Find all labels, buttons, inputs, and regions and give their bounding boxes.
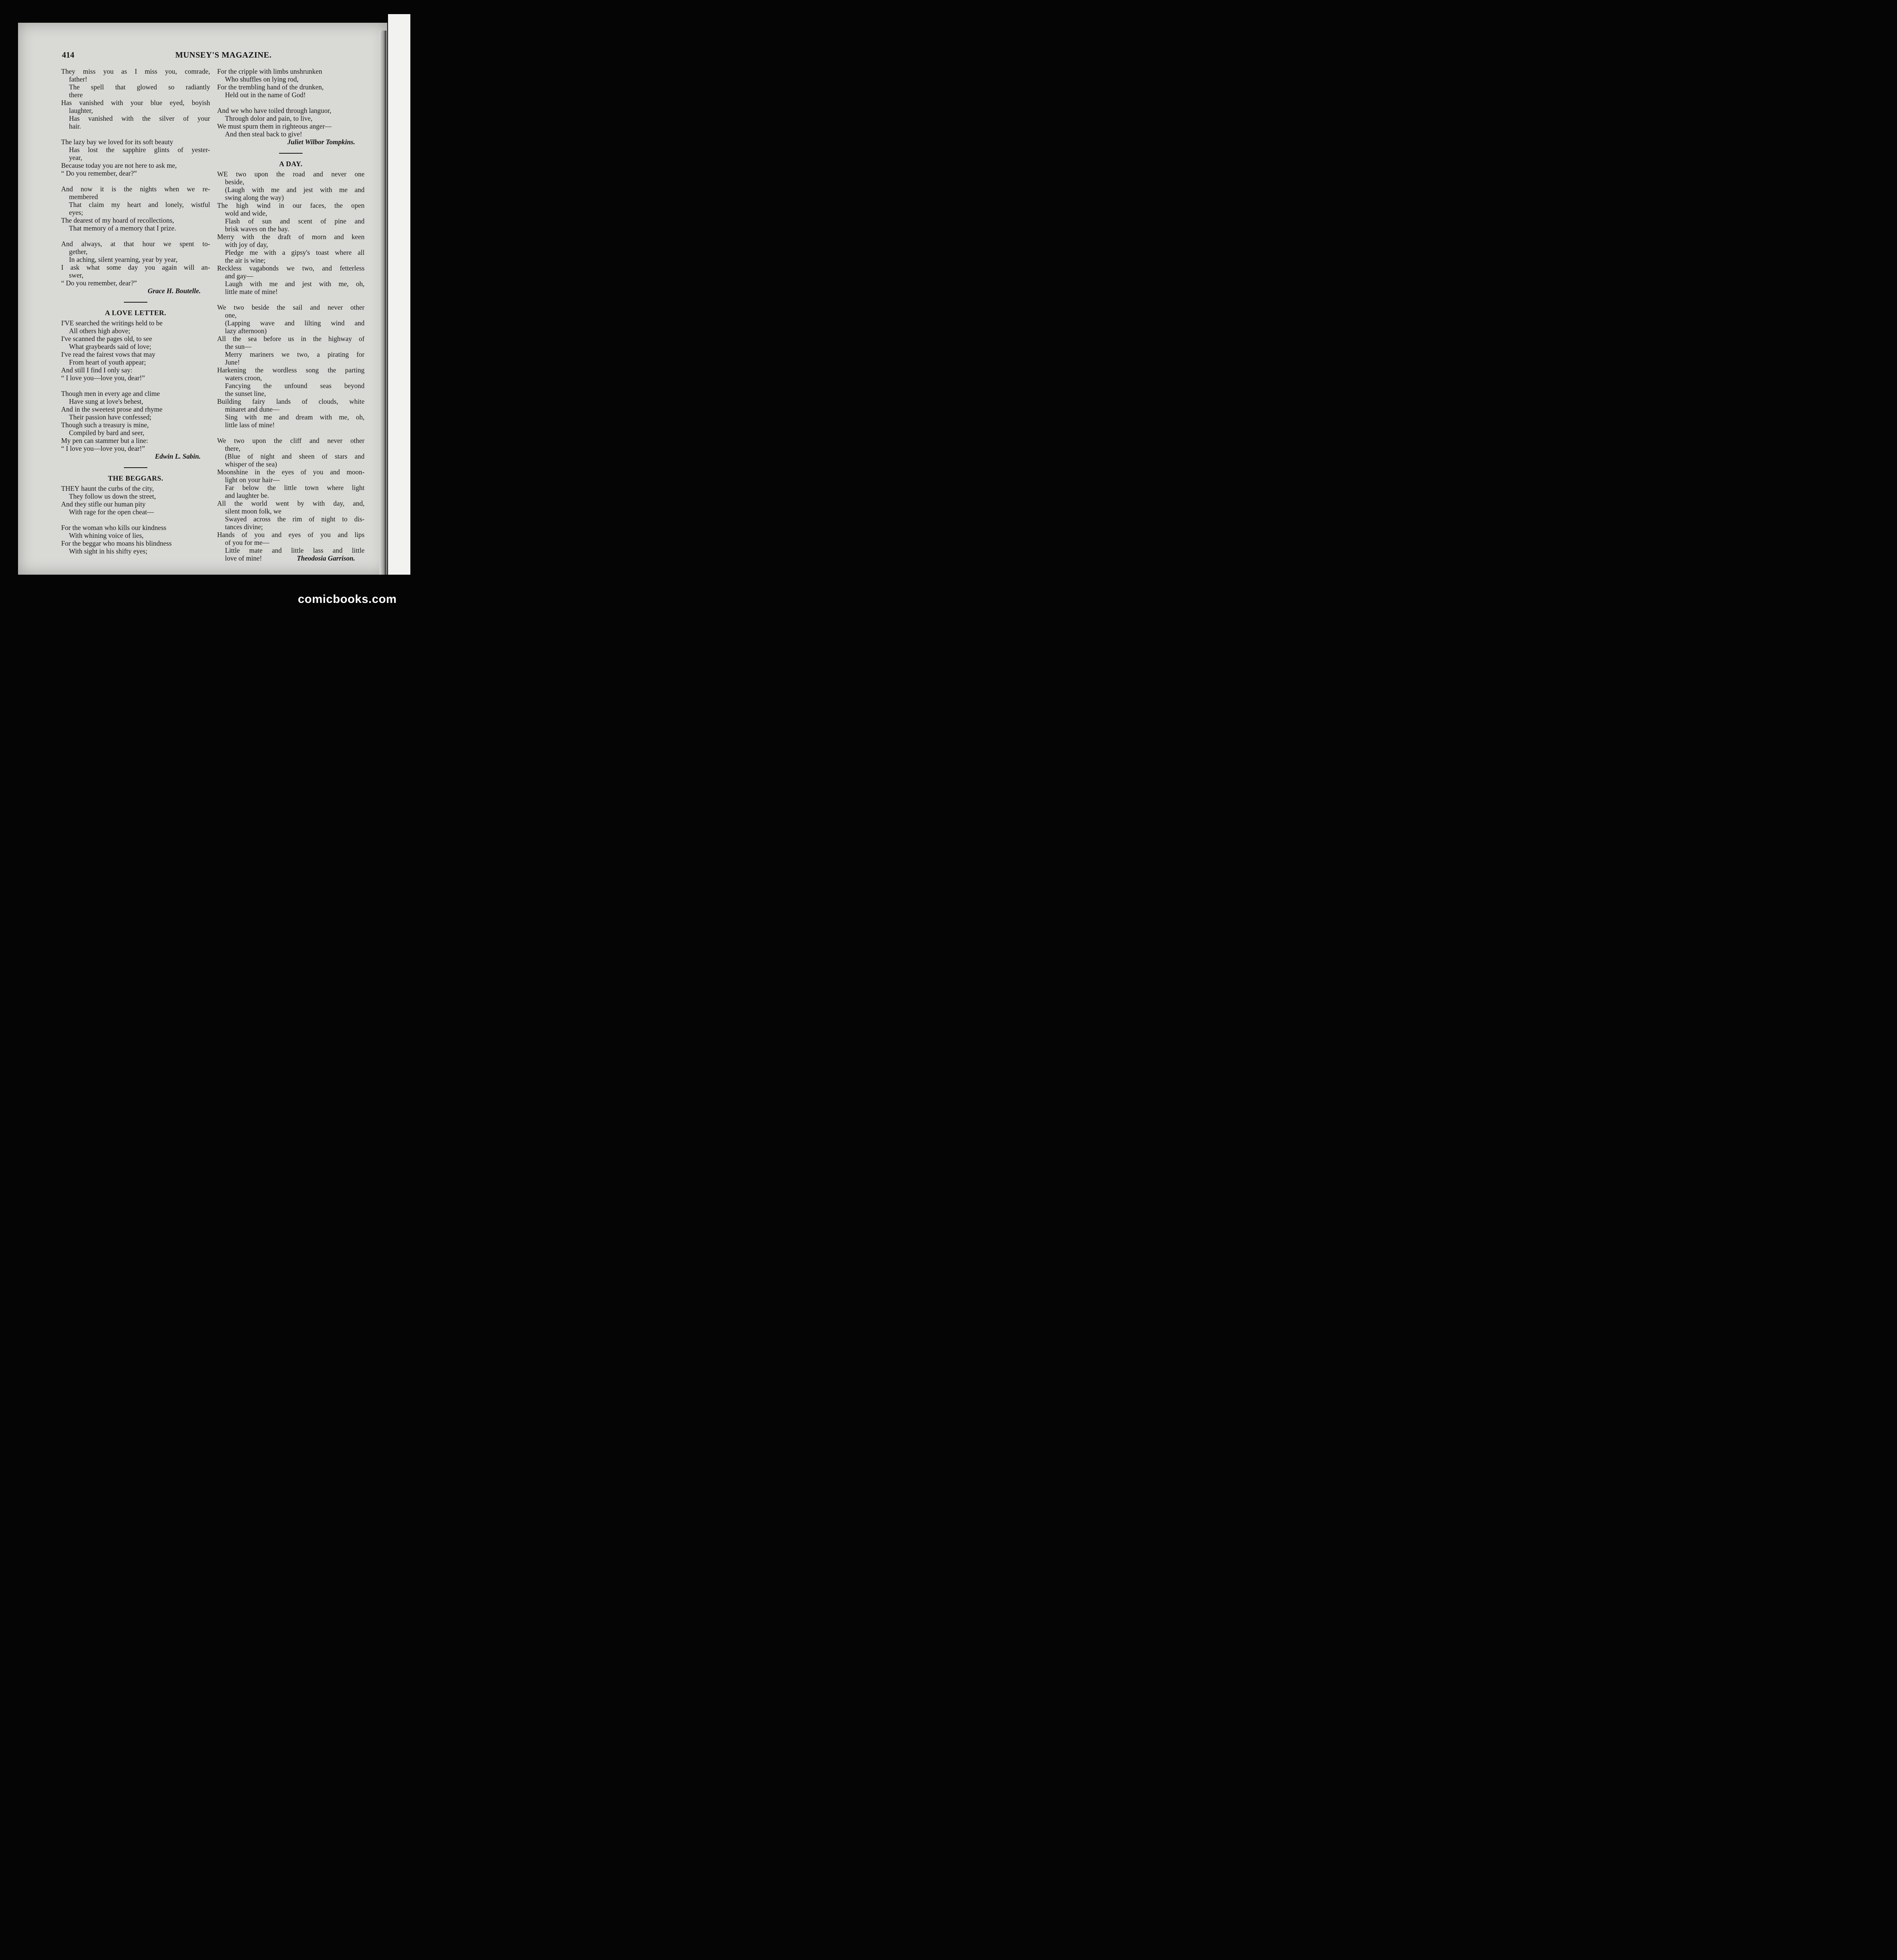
poem-line: Laugh with me and jest with me, oh, xyxy=(225,280,365,288)
poem-line: and laughter be. xyxy=(225,492,269,499)
poem-line: (Blue of night and sheen of stars and xyxy=(225,452,365,460)
section-divider xyxy=(279,153,303,154)
poem-line: My pen can stammer but a line: xyxy=(61,437,148,445)
poem-line: The spell that glowed so radiantly xyxy=(69,83,210,91)
poem-line: We two upon the cliff and never other xyxy=(217,437,365,445)
poem-line: That memory of a memory that I prize. xyxy=(69,224,176,232)
poem-line: We must spurn them in righteous anger— xyxy=(217,122,332,130)
poem-line: I ask what some day you again will an- xyxy=(61,263,210,271)
poem-line: The lazy bay we loved for its soft beauty xyxy=(61,138,173,146)
poem-line: From heart of youth appear; xyxy=(69,358,146,366)
poem-line: little lass of mine! xyxy=(225,421,275,429)
poem-line: light on your hair— xyxy=(225,476,280,484)
poem-line: Has lost the sapphire glints of yester- xyxy=(69,146,210,154)
magazine-title: MUNSEY'S MAGAZINE. xyxy=(175,50,272,60)
poem-line: Has vanished with your blue eyed, boyish xyxy=(61,99,210,107)
poem-line: Pledge me with a gipsy's toast where all xyxy=(225,249,365,256)
poem-line: Who shuffles on lying rod, xyxy=(225,75,299,83)
poem-line: wold and wide, xyxy=(225,209,267,217)
poem-line: beside, xyxy=(225,178,245,186)
poem-line: there, xyxy=(225,445,241,452)
poem-line: June! xyxy=(225,358,240,366)
poem-line: gether, xyxy=(69,248,88,256)
poem-line: the sunset line, xyxy=(225,390,266,397)
poem-line: All others high above; xyxy=(69,327,131,335)
right-column xyxy=(217,67,365,562)
poem-line: And then steal back to give! xyxy=(225,130,302,138)
poem-line: swing along the way) xyxy=(225,194,284,201)
poem-line: And we who have toiled through languor, xyxy=(217,107,332,114)
poem-line: Flash of sun and scent of pine and xyxy=(225,217,365,225)
page-header xyxy=(0,50,410,63)
page-fold-shadow xyxy=(379,31,386,575)
poem-line: I've read the fairest vows that may xyxy=(61,350,156,358)
poem-line: “ I love you—love you, dear!” xyxy=(61,445,145,452)
left-column xyxy=(61,67,210,555)
poem-line: Little mate and little lass and little xyxy=(225,546,365,554)
poem-line: For the beggar who moans his blindness xyxy=(61,539,172,547)
poem-line: with joy of day, xyxy=(225,241,268,249)
poem-line: Sing with me and dream with me, oh, xyxy=(225,413,365,421)
poem-line: Though such a treasury is mine, xyxy=(61,421,149,429)
drop-word: WE xyxy=(217,170,228,178)
poem-line: membered xyxy=(69,193,98,201)
poem-line: What graybeards said of love; xyxy=(69,343,151,350)
poem-line: And in the sweetest prose and rhyme xyxy=(61,405,163,413)
poem-line: of you for me— xyxy=(225,539,270,546)
poem-line: Hands of you and eyes of you and lips xyxy=(217,531,365,539)
poem-title: A LOVE LETTER. xyxy=(105,309,167,317)
poem-line: Have sung at love's behest, xyxy=(69,397,143,405)
poem-line: waters croon, xyxy=(225,374,262,382)
poem-line: I've scanned the pages old, to see xyxy=(61,335,152,343)
poem-line: For the trembling hand of the drunken, xyxy=(217,83,324,91)
poem-line: Building fairy lands of clouds, white xyxy=(217,397,365,405)
poem-line: searched the writings held to be xyxy=(75,319,163,327)
page-number: 414 xyxy=(62,50,74,60)
poem-line: Their passion have confessed; xyxy=(69,413,152,421)
poem-line: whisper of the sea) xyxy=(225,460,277,468)
poem-line: Held out in the name of God! xyxy=(225,91,306,99)
poem-line: eyes; xyxy=(69,209,83,216)
section-divider xyxy=(124,467,147,468)
poem-line: and gay— xyxy=(225,272,254,280)
poem-title: A DAY. xyxy=(279,160,303,168)
drop-word: THEY xyxy=(61,485,80,492)
poem-line: one, xyxy=(225,311,237,319)
poem-line: swer, xyxy=(69,271,83,279)
section-divider xyxy=(124,302,147,303)
poem-line: Moonshine in the eyes of you and moon- xyxy=(217,468,365,476)
poem-line: We two beside the sail and never other xyxy=(217,303,365,311)
poem-line: All the world went by with day, and, xyxy=(217,499,365,507)
poem-line: With sight in his shifty eyes; xyxy=(69,547,148,555)
poem-line: silent moon folk, we xyxy=(225,507,281,515)
poem-line: year, xyxy=(69,154,82,162)
poem-author: Grace H. Boutelle. xyxy=(147,287,201,295)
source-watermark: comicbooks.com xyxy=(298,593,397,606)
poem-line: Because today you are not here to ask me, xyxy=(61,162,177,169)
poem-line: Harkening the wordless song the parting xyxy=(217,366,365,374)
poem-line: With rage for the open cheat— xyxy=(69,508,154,516)
poem-line: “ Do you remember, dear?” xyxy=(61,279,137,287)
poem-line: brisk waves on the bay. xyxy=(225,225,289,233)
facing-page-edge xyxy=(388,14,410,575)
poem-line: haunt the curbs of the city, xyxy=(81,485,154,492)
poem-line: lazy afternoon) xyxy=(225,327,267,335)
poem-line: They follow us down the street, xyxy=(69,492,156,500)
drop-word: I'VE xyxy=(61,319,74,327)
poem-line: laughter, xyxy=(69,107,93,114)
poem-line: hair. xyxy=(69,122,81,130)
poem-line: “ Do you remember, dear?” xyxy=(61,169,137,177)
poem-line: Fancying the unfound seas beyond xyxy=(225,382,365,390)
poem-line: father! xyxy=(69,75,87,83)
poem-line: love of mine! xyxy=(225,554,262,562)
poem-line: there xyxy=(69,91,83,99)
poem-line: The high wind in our faces, the open xyxy=(217,201,365,209)
poem-line: “ I love you—love you, dear!” xyxy=(61,374,145,382)
poem-line: And always, at that hour we spent to- xyxy=(61,240,210,248)
poem-line: Merry with the draft of morn and keen xyxy=(217,233,365,241)
poem-line: (Laugh with me and jest with me and xyxy=(225,186,365,194)
poem-line: For the cripple with limbs unshrunken xyxy=(217,67,322,75)
poem-line: Swayed across the rim of night to dis- xyxy=(225,515,365,523)
poem-line: All the sea before us in the highway of xyxy=(217,335,365,343)
poem-line: For the woman who kills our kindness xyxy=(61,524,167,532)
poem-line: And still I find I only say: xyxy=(61,366,132,374)
poem-line: minaret and dune— xyxy=(225,405,279,413)
poem-line: Has vanished with the silver of your xyxy=(69,114,210,122)
poem-line: (Lapping wave and lilting wind and xyxy=(225,319,365,327)
poem-line: tances divine; xyxy=(225,523,263,531)
poem-author: Juliet Wilbor Tompkins. xyxy=(287,138,355,146)
poem-line: The dearest of my hoard of recollections, xyxy=(61,216,174,224)
poem-line: Reckless vagabonds we two, and fetterless xyxy=(217,264,365,272)
poem-line: the air is wine; xyxy=(225,256,266,264)
poem-line: And now it is the nights when we re- xyxy=(61,185,210,193)
poem-line: Merry mariners we two, a pirating for xyxy=(225,350,365,358)
poem-line: With whining voice of lies, xyxy=(69,532,144,539)
poem-author: Edwin L. Sabin. xyxy=(155,452,201,460)
poem-line: Far below the little town where light xyxy=(225,484,365,492)
poem-line: And they stifle our human pity xyxy=(61,500,146,508)
poem-line: Though men in every age and clime xyxy=(61,390,160,397)
poem-title: THE BEGGARS. xyxy=(108,474,163,482)
poem-line: They miss you as I miss you, comrade, xyxy=(61,67,210,75)
poem-line: two upon the road and never one xyxy=(236,170,365,178)
poem-line: little mate of mine! xyxy=(225,288,278,296)
poem-line: the sun— xyxy=(225,343,252,350)
poem-line: Compiled by bard and seer, xyxy=(69,429,145,437)
poem-line: That claim my heart and lonely, wistful xyxy=(69,201,210,209)
poem-line: In aching, silent yearning, year by year, xyxy=(69,256,178,263)
poem-author: Theodosia Garrison. xyxy=(297,554,355,562)
poem-line: Through dolor and pain, to live, xyxy=(225,114,313,122)
